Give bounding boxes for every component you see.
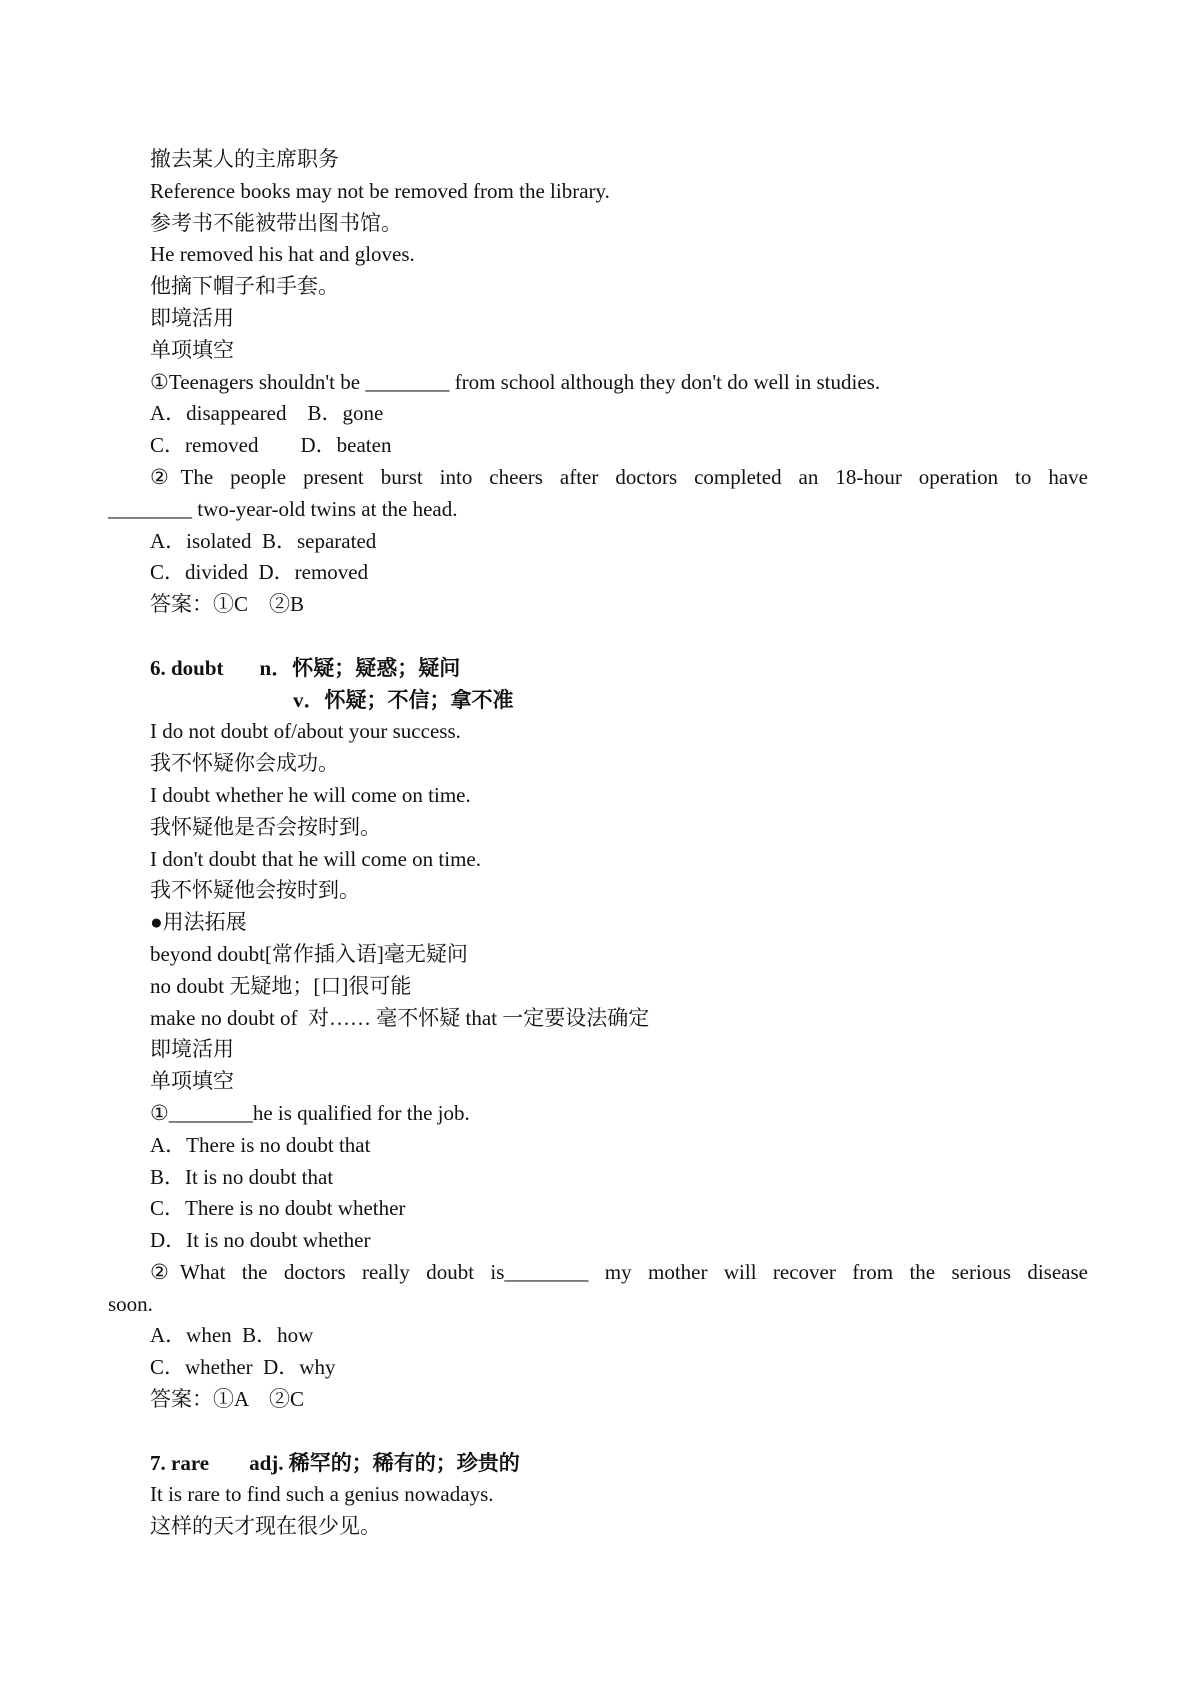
heading-definition: n．怀疑；疑惑；疑问 <box>259 655 461 680</box>
section-label: 即境活用 <box>150 1037 234 1062</box>
question-2-line-2: ________ two-year-old twins at the head. <box>108 496 458 521</box>
example-sentence: It is rare to find such a genius nowadays. <box>150 1482 494 1507</box>
translation-line: 参考书不能被带出图书馆。 <box>150 210 402 235</box>
example-sentence: He removed his hat and gloves. <box>150 242 415 267</box>
options-line: C．whether D．why <box>150 1355 336 1380</box>
translation-line: 我怀疑他是否会按时到。 <box>150 814 381 839</box>
example-sentence: I do not doubt of/about your success. <box>150 719 461 744</box>
question-1: ①Teenagers shouldn't be ________ from school although they don't do well in studies. <box>150 369 881 394</box>
translation-line: 我不怀疑你会成功。 <box>150 751 339 776</box>
options-line: A．when B．how <box>150 1323 314 1348</box>
heading-definition: adj. 稀罕的；稀有的；珍贵的 <box>249 1450 520 1475</box>
document-page <box>108 144 1088 1543</box>
question-2-line-1: ②What the doctors really doubt is________ my mother will recover from the serious disease <box>150 1259 1088 1284</box>
options-line: A．disappeared B．gone <box>150 401 384 426</box>
heading-word: 7. rare <box>150 1450 210 1475</box>
usage-item: no doubt 无疑地；[口]很可能 <box>150 973 412 998</box>
options-line: A．isolated B．separated <box>150 528 377 553</box>
option-c: C．There is no doubt whether <box>150 1196 406 1221</box>
heading-definition-2: v．怀疑；不信；拿不准 <box>293 687 514 712</box>
translation-line: 我不怀疑他会按时到。 <box>150 878 360 903</box>
blank-line <box>108 1416 1088 1448</box>
section-label: 单项填空 <box>150 337 234 362</box>
question-1: ①________he is qualified for the job. <box>150 1100 470 1125</box>
option-b: B．It is no doubt that <box>150 1164 334 1189</box>
option-a: A．There is no doubt that <box>150 1132 371 1157</box>
example-sentence: Reference books may not be removed from the library. <box>150 178 610 203</box>
section-label: 即境活用 <box>150 305 234 330</box>
text-line: 撤去某人的主席职务 <box>150 147 339 171</box>
question-2-line-1: ②The people present burst into cheers after doctors completed an 18-hour operation to have <box>150 464 1088 489</box>
translation-line: 他摘下帽子和手套。 <box>150 274 339 299</box>
options-line: C．removed D．beaten <box>150 433 392 458</box>
translation-line: 这样的天才现在很少见。 <box>150 1514 381 1539</box>
answer-line: 答案：①A ②C <box>150 1387 305 1412</box>
vocab-heading-rare <box>108 1448 1088 1480</box>
usage-item: make no doubt of 对…… 毫不怀疑 that 一定要设法确定 <box>150 1005 650 1030</box>
section-label: 单项填空 <box>150 1069 234 1094</box>
question-2-line-2: soon. <box>108 1291 153 1316</box>
usage-heading: ●用法拓展 <box>150 910 247 935</box>
vocab-heading-doubt <box>108 653 1088 685</box>
blank-line <box>108 621 1088 653</box>
usage-item: beyond doubt[常作插入语]毫无疑问 <box>150 941 468 966</box>
example-sentence: I doubt whether he will come on time. <box>150 782 471 807</box>
answer-line: 答案：①C ②B <box>150 592 305 617</box>
heading-word: 6. doubt <box>150 655 224 680</box>
option-d: D．It is no doubt whether <box>150 1228 371 1253</box>
options-line: C．divided D．removed <box>150 560 369 585</box>
example-sentence: I don't doubt that he will come on time. <box>150 846 481 871</box>
